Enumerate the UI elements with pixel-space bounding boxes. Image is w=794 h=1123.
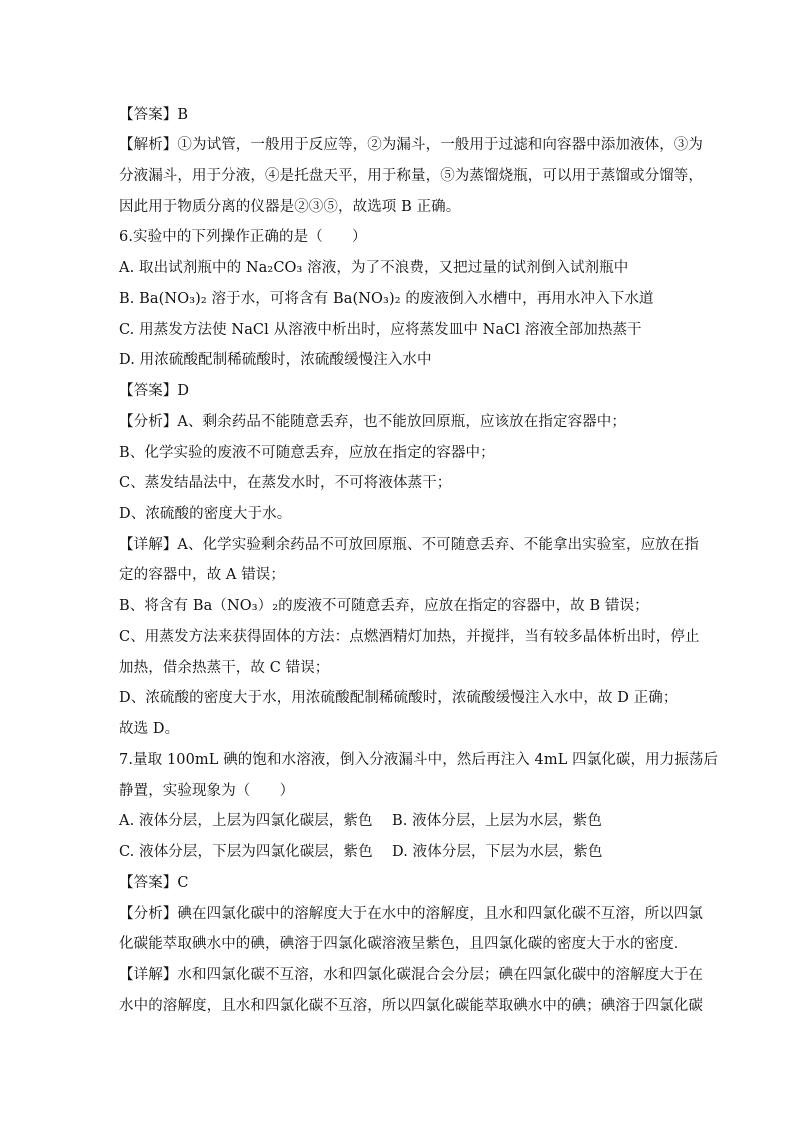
detail-q6-line-c-1: C、用蒸发方法来获得固体的方法：点燃酒精灯加热，并搅拌，当有较多晶体析出时，停止: [119, 629, 700, 645]
analysis-q5-line-1: 【解析】①为试管，一般用于反应等，②为漏斗，一般用于过滤和向容器中添加液体，③为: [119, 137, 703, 153]
detail-q6-line-a-1: 【详解】A、化学实验剩余药品不可放回原瓶、不可随意丢弃、不能拿出实验室，应放在指: [119, 537, 699, 553]
question-7-option-a: A. 液体分层，上层为四氯化碳层，紫色: [119, 813, 373, 829]
detail-q6-conclusion: 故选 D。: [119, 721, 180, 737]
question-7-stem-1: 7.量取 100mL 碘的饱和水溶液，倒入分液漏斗中，然后再注入 4mL 四氯化碳，用力振荡后: [119, 752, 719, 768]
detail-q6-line-a-2: 定的容器中，故 A 错误；: [119, 567, 285, 583]
question-6-option-d: D. 用浓硫酸配制稀硫酸时，浓硫酸缓慢注入水中: [119, 352, 432, 368]
analysis-q7-line-2: 化碳能萃取碘水中的碘，碘溶于四氯化碳溶液呈紫色，且四氯化碳的密度大于水的密度．: [119, 936, 689, 952]
detail-q6-line-d: D、浓硫酸的密度大于水，用浓硫酸配制稀硫酸时，浓硫酸缓慢注入水中，故 D 正确；: [119, 690, 678, 706]
analysis-q7-line-1: 【分析】碘在四氯化碳中的溶解度大于在水中的溶解度，且水和四氯化碳不互溶，所以四氯: [119, 906, 703, 922]
analysis-q5-line-3: 因此用于物质分离的仪器是②③⑤，故选项 B 正确。: [119, 199, 461, 215]
question-6-option-c: C. 用蒸发方法使 NaCl 从溶液中析出时，应将蒸发皿中 NaCl 溶液全部加热蒸干: [119, 322, 642, 338]
answer-label-q7: 【答案】C: [119, 875, 189, 891]
detail-q6-line-c-2: 加热，借余热蒸干，故 C 错误；: [119, 660, 330, 676]
question-7-stem-2: 静置，实验现象为（ ）: [119, 783, 295, 799]
analysis-q5-line-2: 分液漏斗，用于分液，④是托盘天平，用于称量，⑤为蒸馏烧瓶，可以用于蒸馏或分馏等，: [119, 168, 703, 184]
question-6-option-b: B. Ba(NO₃)₂ 溶于水，可将含有 Ba(NO₃)₂ 的废液倒入水槽中，再用水冲入下水道: [119, 291, 654, 307]
analysis-q6-line-b: B、化学实验的废液不可随意丢弃，应放在指定的容器中；: [119, 445, 495, 461]
detail-q6-line-b: B、将含有 Ba（NO₃）₂的废液不可随意丢弃，应放在指定的容器中，故 B 错误；: [119, 598, 649, 614]
question-7-option-c: C. 液体分层，下层为四氯化碳层，紫色: [119, 844, 373, 860]
question-7-options-row-1: [119, 811, 679, 831]
answer-label-q6: 【答案】D: [119, 383, 190, 399]
question-7-option-d: D. 液体分层，下层为水层，紫色: [392, 844, 603, 860]
question-6-option-a: A. 取出试剂瓶中的 Na₂CO₃ 溶液，为了不浪费，又把过量的试剂倒入试剂瓶中: [119, 260, 629, 276]
analysis-q6-line-a: 【分析】A、剩余药品不能随意丢弃，也不能放回原瓶，应该放在指定容器中；: [119, 414, 626, 430]
detail-q7-line-1: 【详解】水和四氯化碳不互溶，水和四氯化碳混合会分层；碘在四氯化碳中的溶解度大于在: [119, 967, 703, 983]
answer-label-q5: 【答案】B: [119, 107, 189, 123]
analysis-q6-line-d: D、浓硫酸的密度大于水。: [119, 506, 292, 522]
question-7-option-b: B. 液体分层，上层为水层，紫色: [392, 813, 602, 829]
question-7-options-row-2: [119, 842, 679, 862]
question-6-stem: 6.实验中的下列操作正确的是（ ）: [119, 229, 367, 245]
detail-q7-line-2: 水中的溶解度，且水和四氯化碳不互溶，所以四氯化碳能萃取碘水中的碘；碘溶于四氯化碳: [119, 998, 703, 1014]
analysis-q6-line-c: C、蒸发结晶法中，在蒸发水时，不可将液体蒸干；: [119, 475, 452, 491]
